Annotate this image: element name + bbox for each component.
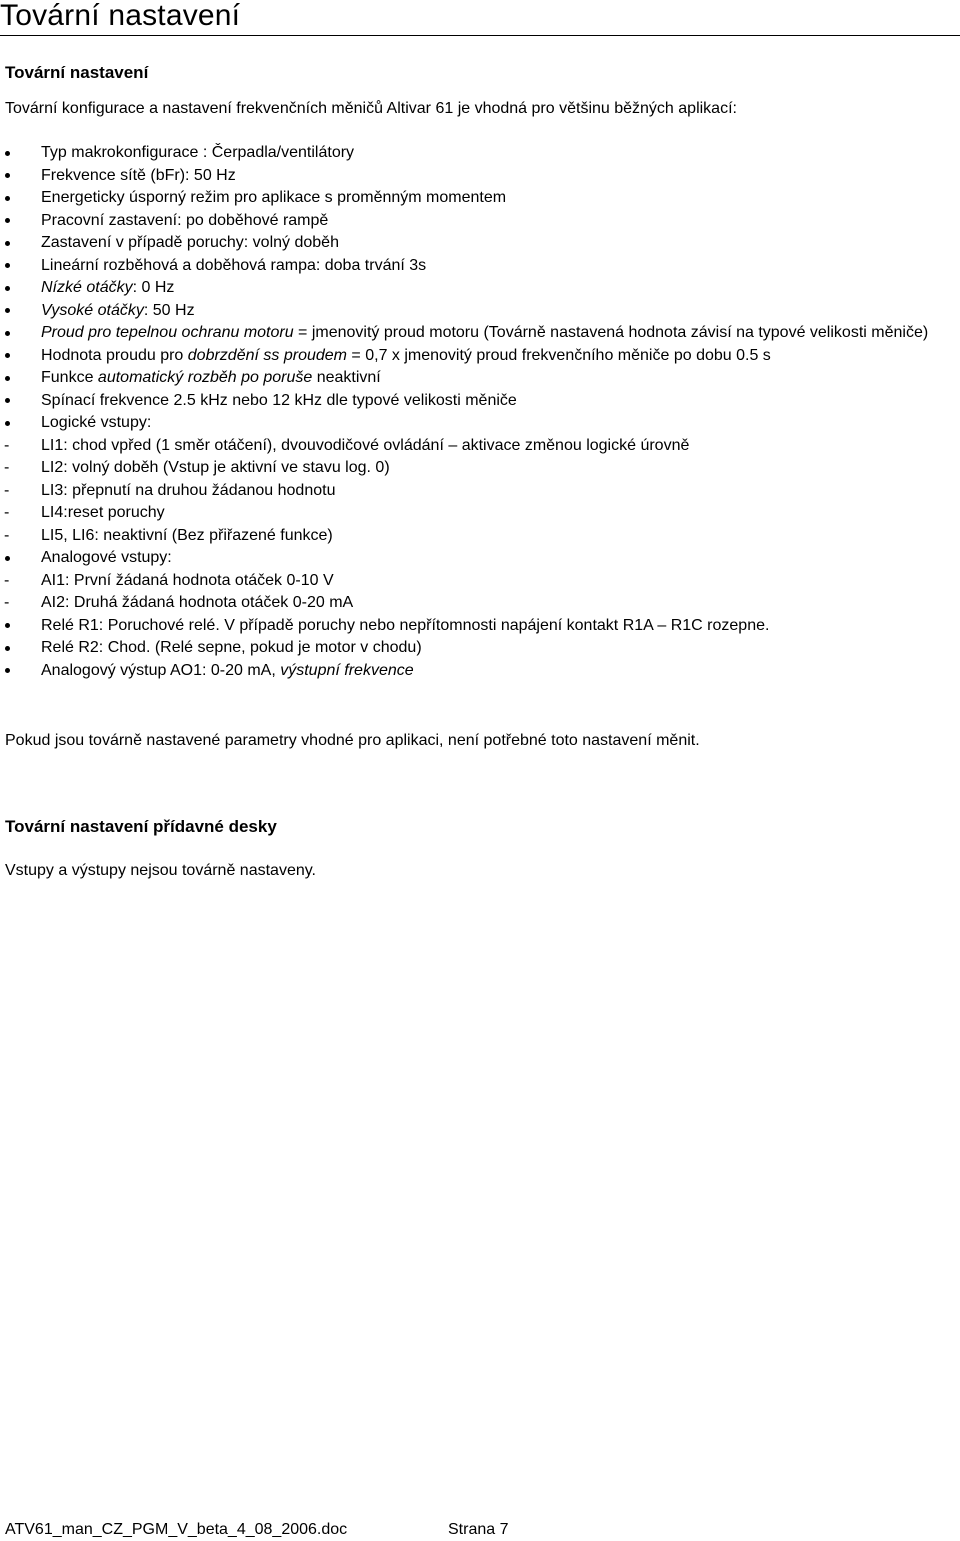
section-heading-factory-settings: Tovární nastavení [5, 63, 149, 82]
list-item-text: : 0 Hz [132, 279, 175, 296]
list-item-emphasis: Nízké otáčky [41, 279, 133, 296]
dash-marker: - [4, 504, 10, 521]
list-item [0, 232, 960, 255]
sub-list-item [0, 570, 960, 593]
list-item-text: Lineární rozběhová a doběhová rampa: doba trvání 3s [41, 256, 427, 274]
intro-paragraph: Tovární konfigurace a nastavení frekvenčních měničů Altivar 61 je vhodná pro většinu běžných aplikací: [5, 100, 737, 117]
list-item-text: = jmenovitý proud motoru (Továrně nastavená hodnota závisí na typové velikosti měniče) [293, 324, 929, 341]
list-item-text: Zastavení v případě poruchy: volný doběh [41, 234, 339, 251]
addon-board-paragraph: Vstupy a výstupy nejsou továrně nastaveny. [5, 862, 316, 879]
dash-marker: - [4, 436, 10, 454]
list-item-text: Typ makrokonfigurace : Čerpadla/ventilátory [41, 144, 355, 161]
list-item-text: LI1: chod vpřed (1 směr otáčení), dvouvodičové ovládání – aktivace změnou logické úrovně [41, 436, 690, 454]
list-item-text: AI2: Druhá žádaná hodnota otáček 0-20 mA [41, 594, 354, 611]
list-item [0, 322, 960, 345]
list-item-text: Spínací frekvence 2.5 kHz nebo 12 kHz dle typové velikosti měniče [41, 391, 517, 409]
sub-list-item [0, 457, 960, 480]
list-item-text: AI1: První žádaná hodnota otáček 0-10 V [41, 571, 334, 589]
list-item [0, 637, 960, 660]
footer-page-number: Strana 7 [448, 1521, 509, 1538]
list-item [0, 165, 960, 188]
dash-marker: - [4, 526, 10, 544]
list-item [0, 255, 960, 278]
list-item-text: LI4:reset poruchy [41, 504, 165, 521]
list-item-text: Pracovní zastavení: po doběhové rampě [41, 211, 329, 229]
list-item-text: Funkce [41, 369, 98, 386]
list-item [0, 300, 960, 323]
section-heading-addon-board: Tovární nastavení přídavné desky [5, 817, 277, 836]
list-item [0, 142, 960, 165]
list-item-emphasis: automatický rozběh po poruše [97, 369, 313, 386]
list-item [0, 547, 960, 570]
list-item-text: Energeticky úsporný režim pro aplikace s proměnným momentem [41, 189, 507, 206]
list-item-text: = 0,7 x jmenovitý proud frekvenčního měniče po dobu 0.5 s [346, 346, 771, 364]
sub-list-item [0, 525, 960, 548]
list-item [0, 660, 960, 683]
list-item-text: Analogové vstupy: [41, 549, 172, 566]
list-item [0, 615, 960, 638]
sub-list-item [0, 592, 960, 615]
dash-marker: - [4, 481, 10, 499]
list-item-text: : 50 Hz [143, 301, 195, 319]
list-item-text: Hodnota proudu pro [41, 346, 188, 364]
footer-document-name: ATV61_man_CZ_PGM_V_beta_4_08_2006.doc [5, 1521, 348, 1538]
list-item-emphasis: dobrzdění ss proudem [187, 346, 347, 364]
list-item-emphasis: Proud pro tepelnou ochranu motoru [41, 324, 294, 341]
sub-list-item [0, 435, 960, 458]
settings-list [0, 142, 960, 682]
list-item-text: Analogový výstup AO1: 0-20 mA, [41, 661, 281, 679]
dash-marker: - [4, 571, 10, 589]
list-item-text: Relé R2: Chod. (Relé sepne, pokud je motor v chodu) [41, 639, 422, 656]
title-rule [0, 35, 960, 36]
list-item-text: LI2: volný doběh (Vstup je aktivní ve stavu log. 0) [41, 459, 390, 476]
list-item [0, 210, 960, 233]
list-item-text: LI5, LI6: neaktivní (Bez přiřazené funkce) [41, 526, 333, 544]
list-item [0, 390, 960, 413]
list-item [0, 277, 960, 300]
list-item-text: Logické vstupy: [41, 414, 152, 431]
list-item-emphasis: Vysoké otáčky [41, 301, 144, 319]
list-item-text: Relé R1: Poruchové relé. V případě poruchy nebo nepřítomnosti napájení kontakt R1A – R1C rozepne. [41, 616, 770, 634]
list-item [0, 345, 960, 368]
dash-marker: - [4, 459, 10, 476]
list-item-text: LI3: přepnutí na druhou žádanou hodnotu [41, 481, 336, 499]
list-item [0, 367, 960, 390]
list-item [0, 412, 960, 435]
list-item-emphasis: výstupní frekvence [280, 661, 414, 679]
sub-list-item [0, 502, 960, 525]
list-item [0, 187, 960, 210]
list-item-text: neaktivní [312, 369, 381, 386]
dash-marker: - [4, 594, 10, 611]
closing-paragraph: Pokud jsou továrně nastavené parametry vhodné pro aplikaci, není potřebné toto nastavení měnit. [5, 732, 700, 749]
list-item-text: Frekvence sítě (bFr): 50 Hz [41, 166, 236, 184]
sub-list-item [0, 480, 960, 503]
page-title: Tovární nastavení [0, 0, 241, 32]
